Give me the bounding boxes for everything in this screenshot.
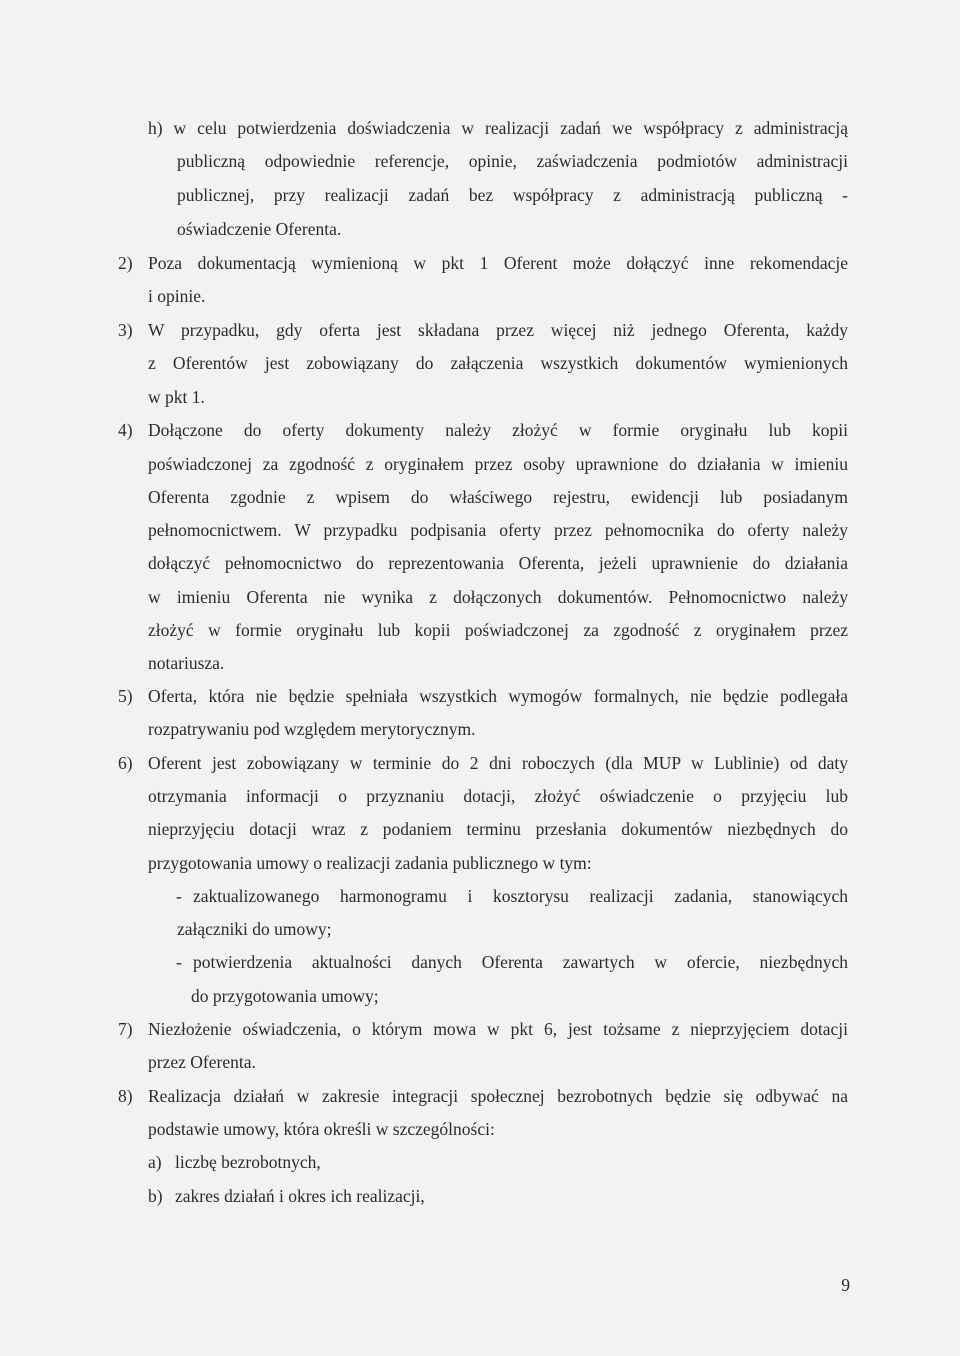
paragraph-6-line-1: Oferent jest zobowiązany w terminie do 2 dni roboczych (dla MUP w Lublinie) od daty xyxy=(148,753,848,773)
paragraph-4-line-8: notariusza. xyxy=(148,653,225,673)
paragraph-2-line-1: Poza dokumentacją wymienioną w pkt 1 Oferent może dołączyć inne rekomendacje xyxy=(148,253,848,273)
paragraph-5-line-2: rozpatrywaniu pod względem merytorycznym. xyxy=(148,719,476,739)
page-number: 9 xyxy=(841,1275,850,1295)
paragraph-3-line-1: W przypadku, gdy oferta jest składana przez więcej niż jednego Oferenta, każdy xyxy=(148,320,848,340)
subitem-a-label: a) xyxy=(148,1152,162,1172)
paragraph-7-number: 7) xyxy=(118,1019,133,1039)
paragraph-2-line-2: i opinie. xyxy=(148,286,206,306)
paragraph-8-line-2: podstawie umowy, która określi w szczególności: xyxy=(148,1119,495,1139)
paragraph-7-line-2: przez Oferenta. xyxy=(148,1052,256,1072)
paragraph-h-line-4: oświadczenie Oferenta. xyxy=(177,219,342,239)
paragraph-6-line-2: otrzymania informacji o przyznaniu dotacji, złożyć oświadczenie o przyjęciu lub xyxy=(148,786,848,806)
paragraph-6-line-3: nieprzyjęciu dotacji wraz z podaniem terminu przesłania dokumentów niezbędnych do xyxy=(148,819,848,839)
paragraph-4-line-7: złożyć w formie oryginału lub kopii poświadczonej za zgodność z oryginałem przez xyxy=(148,620,848,640)
paragraph-5-number: 5) xyxy=(118,686,133,706)
paragraph-2-number: 2) xyxy=(118,253,133,273)
subitem-a-text: liczbę bezrobotnych, xyxy=(175,1152,321,1172)
paragraph-6-number: 6) xyxy=(118,753,133,773)
paragraph-3-line-3: w pkt 1. xyxy=(148,387,205,407)
paragraph-6-line-4: przygotowania umowy o realizacji zadania publicznego w tym: xyxy=(148,853,592,873)
subitem-b-label: b) xyxy=(148,1186,163,1206)
paragraph-4-line-3: Oferenta zgodnie z wpisem do właściwego rejestru, ewidencji lub posiadanym xyxy=(148,487,848,507)
bullet-2-line-1: potwierdzenia aktualności danych Oferenta zawartych w ofercie, niezbędnych xyxy=(193,952,848,972)
bullet-2-line-2: do przygotowania umowy; xyxy=(191,986,379,1006)
paragraph-7-line-1: Niezłożenie oświadczenia, o którym mowa w pkt 6, jest tożsame z nieprzyjęciem dotacji xyxy=(148,1019,848,1039)
paragraph-3-number: 3) xyxy=(118,320,133,340)
paragraph-4-line-5: dołączyć pełnomocnictwo do reprezentowania Oferenta, jeżeli uprawnienie do działania xyxy=(148,553,848,573)
paragraph-4-line-2: poświadczonej za zgodność z oryginałem przez osoby uprawnione do działania w imieniu xyxy=(148,454,848,474)
paragraph-h-line-3: publicznej, przy realizacji zadań bez współpracy z administracją publiczną - xyxy=(177,185,848,205)
paragraph-h-line-2: publiczną odpowiednie referencje, opinie, zaświadczenia podmiotów administracji xyxy=(177,151,848,171)
paragraph-8-line-1: Realizacja działań w zakresie integracji społecznej bezrobotnych będzie się odbywać na xyxy=(148,1086,848,1106)
bullet-1-dash: - xyxy=(176,886,182,906)
bullet-1-line-1: zaktualizowanego harmonogramu i kosztorysu realizacji zadania, stanowiących xyxy=(193,886,848,906)
paragraph-4-line-6: w imieniu Oferenta nie wynika z dołączonych dokumentów. Pełnomocnictwo należy xyxy=(148,587,848,607)
subitem-b-text: zakres działań i okres ich realizacji, xyxy=(175,1186,425,1206)
paragraph-4-line-4: pełnomocnictwem. W przypadku podpisania oferty przez pełnomocnika do oferty należy xyxy=(148,520,848,540)
paragraph-4-number: 4) xyxy=(118,420,133,440)
bullet-1-line-2: załączniki do umowy; xyxy=(177,919,332,939)
bullet-2-dash: - xyxy=(176,952,182,972)
paragraph-3-line-2: z Oferentów jest zobowiązany do załączenia wszystkich dokumentów wymienionych xyxy=(148,353,848,373)
paragraph-8-number: 8) xyxy=(118,1086,133,1106)
paragraph-5-line-1: Oferta, która nie będzie spełniała wszystkich wymogów formalnych, nie będzie podlegała xyxy=(148,686,848,706)
paragraph-4-line-1: Dołączone do oferty dokumenty należy złożyć w formie oryginału lub kopii xyxy=(148,420,848,440)
paragraph-h-line-1: h) w celu potwierdzenia doświadczenia w realizacji zadań we współpracy z administracją xyxy=(148,118,848,138)
